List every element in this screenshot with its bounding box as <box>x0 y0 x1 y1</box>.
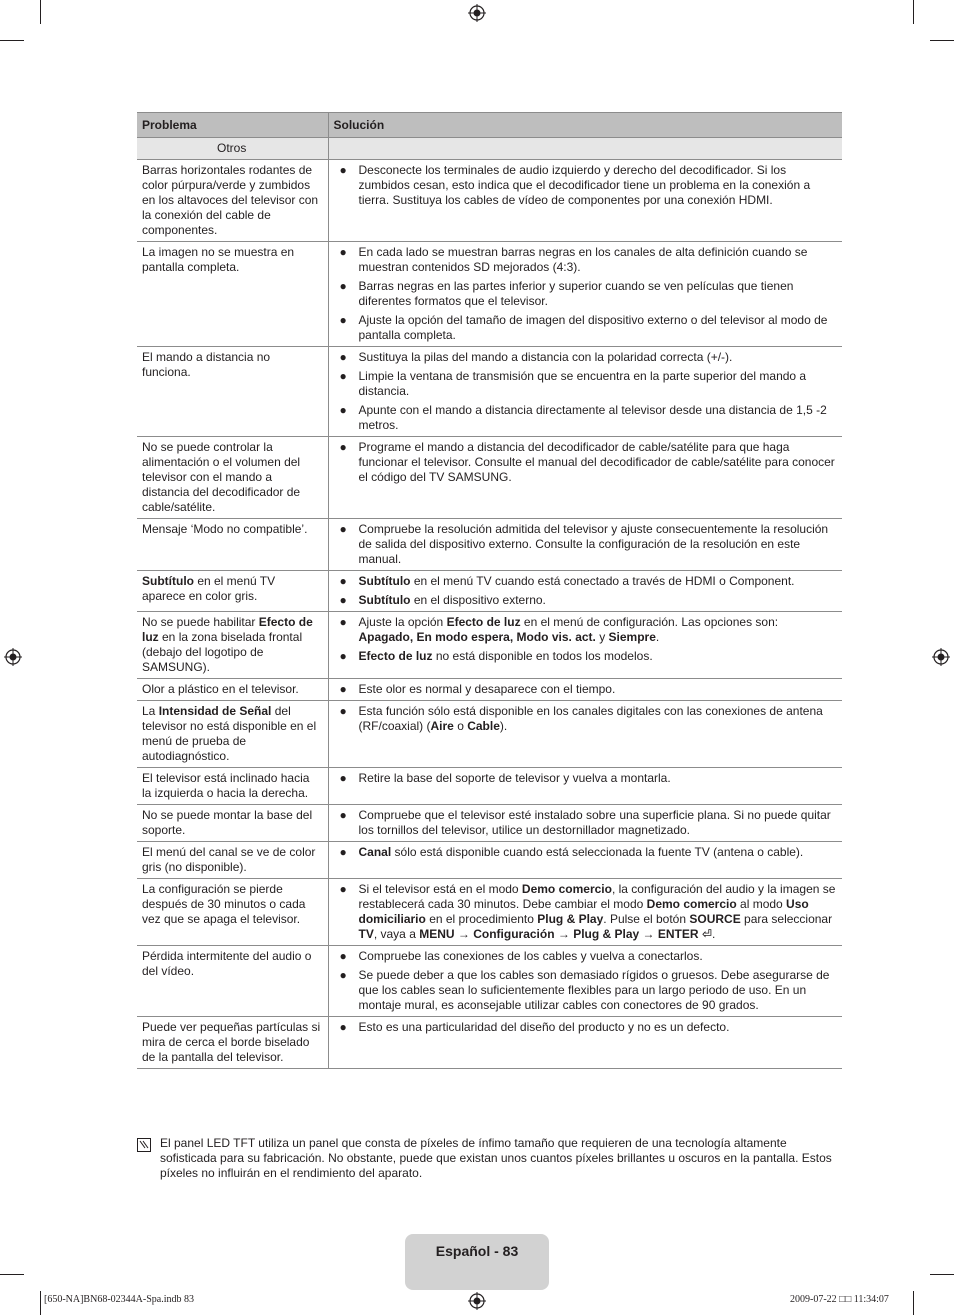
solution-list <box>334 682 837 697</box>
solution-item: ● Barras negras en las partes inferior y superior cuando se ven películas que tienen diferentes formatos que el televisor. <box>339 279 794 308</box>
table-row <box>137 946 842 1017</box>
solution-item: ● Ajuste la opción del tamaño de imagen del dispositivo externo o del televisor al modo de pantalla completa. <box>339 313 828 342</box>
solution-list <box>334 771 837 786</box>
problem-cell: Barras horizontales rodantes de color púrpura/verde y zumbidos en los altavoces del televisor con la conexión del cable de componentes. <box>137 160 328 242</box>
crop-mark <box>0 1274 24 1275</box>
problem-cell: Olor a plástico en el televisor. <box>137 679 328 701</box>
bullet-icon: ● <box>339 245 347 259</box>
solution-cell <box>328 946 842 1017</box>
problem-cell: La configuración se pierde después de 30 minutos o cada vez que se apaga el televisor. <box>137 879 328 946</box>
solution-list <box>334 882 837 942</box>
table-row <box>137 519 842 571</box>
solution-cell <box>328 612 842 679</box>
problem-cell: El menú del canal se ve de color gris (no disponible). <box>137 842 328 879</box>
header-problem: Problema <box>137 113 328 138</box>
solution-list <box>334 1020 837 1035</box>
problem-cell: Pérdida intermitente del audio o del vídeo. <box>137 946 328 1017</box>
solution-item: ● Limpie la ventana de transmisión que se encuentra en la parte superior del mando a distancia. <box>339 369 807 398</box>
solution-item: ● Sustituya la pilas del mando a distancia con la polaridad correcta (+/-). <box>339 350 733 364</box>
solution-list <box>334 522 837 567</box>
problem-cell: El televisor está inclinado hacia la izquierda o hacia la derecha. <box>137 768 328 805</box>
bullet-icon: ● <box>339 279 347 293</box>
solution-cell <box>328 805 842 842</box>
table-row <box>137 160 842 242</box>
table-row <box>137 571 842 612</box>
section-title: Otros <box>137 138 328 160</box>
crop-mark <box>930 40 954 41</box>
solution-item: ● Apunte con el mando a distancia directamente al televisor desde una distancia de 1,5 -2 metros. <box>339 403 827 432</box>
problem-cell: El mando a distancia no funciona. <box>137 347 328 437</box>
registration-mark-icon <box>932 648 950 666</box>
table-row <box>137 612 842 679</box>
bullet-icon: ● <box>339 808 347 822</box>
solution-list <box>334 845 837 860</box>
footer-timestamp: 2009-07-22 □□ 11:34:07 <box>790 1294 889 1305</box>
registration-mark-icon <box>468 1292 486 1310</box>
solution-item: ● Esto es una particularidad del diseño del producto y no es un defecto. <box>339 1020 730 1034</box>
solution-list <box>334 704 837 734</box>
solution-item: ● Desconecte los terminales de audio izquierdo y derecho del decodificador. Si los zumbidos cesan, esto indica que el decodificador tiene un problema en la conexión a tierra. Sustituya los cables de vídeo de componentes por una conexión HDMI. <box>339 163 811 207</box>
registration-mark-icon <box>468 4 486 22</box>
problem-cell: No se puede controlar la alimentación o el volumen del televisor con el mando a distancia del decodificador de cable/satélite. <box>137 437 328 519</box>
table-row <box>137 1017 842 1069</box>
section-row <box>137 138 842 160</box>
header-solution: Solución <box>328 113 842 138</box>
solution-item: ● Se puede deber a que los cables son demasiado rígidos o gruesos. Debe asegurarse de que los cables sean lo suficientemente flexibles para un largo periodo de uso. En un montaje mural, es aconsejable utilizar cables con conectores de 90 grados. <box>339 968 830 1012</box>
table-row <box>137 347 842 437</box>
bullet-icon: ● <box>339 593 347 607</box>
bullet-icon: ● <box>339 440 347 454</box>
crop-mark <box>0 40 24 41</box>
solution-list <box>334 808 837 838</box>
note-icon <box>137 1138 151 1152</box>
crop-mark <box>913 1291 914 1315</box>
table-row <box>137 879 842 946</box>
table-row <box>137 242 842 347</box>
bullet-icon: ● <box>339 350 347 364</box>
problem-cell: La imagen no se muestra en pantalla completa. <box>137 242 328 347</box>
bullet-icon: ● <box>339 522 347 536</box>
footer-file-info: [650-NA]BN68-02344A-Spa.indb 83 <box>44 1294 194 1305</box>
problem-cell: La Intensidad de Señal del televisor no está disponible en el menú de prueba de autodiagnóstico. <box>137 701 328 768</box>
solution-item: ● Compruebe la resolución admitida del televisor y ajuste consecuentemente la resolución de salida del dispositivo externo. Consulte la configuración de la resolución en este manual. <box>339 522 829 566</box>
table-row <box>137 805 842 842</box>
bullet-icon: ● <box>339 615 347 629</box>
solution-item: ● Si el televisor está en el modo Demo comercio, la configuración del audio y la imagen se restablecerá cada 30 minutos. Debe cambiar el modo Demo comercio al modo Uso domiciliario en el procedimiento Plug & Play. Pulse el botón SOURCE para seleccionar TV, vaya a MENU → Configuración → Plug & Play → ENTER ⏎. <box>339 882 836 941</box>
solution-item: ● Canal sólo está disponible cuando está seleccionada la fuente TV (antena o cable). <box>339 845 804 859</box>
solution-item: ● Programe el mando a distancia del decodificador de cable/satélite para que haga funcionar el televisor. Consulte el manual del decodificador de cable/satélite para conocer el código del TV SAMSUNG. <box>339 440 835 484</box>
bullet-icon: ● <box>339 163 347 177</box>
bullet-icon: ● <box>339 1020 347 1034</box>
problem-cell: No se puede habilitar Efecto de luz en la zona biselada frontal (debajo del logotipo de SAMSUNG). <box>137 612 328 679</box>
table-row <box>137 701 842 768</box>
solution-cell <box>328 879 842 946</box>
troubleshooting-table <box>137 112 842 1069</box>
solution-list <box>334 615 837 664</box>
bullet-icon: ● <box>339 649 347 663</box>
registration-mark-icon <box>4 648 22 666</box>
solution-list <box>334 245 837 343</box>
solution-cell <box>328 842 842 879</box>
note-text: El panel LED TFT utiliza un panel que consta de píxeles de ínfimo tamaño que requieren de una tecnología altamente sofisticada para su fabricación. No obstante, puede que existan unos cuantos píxeles brillantes u oscuros en la pantalla. Estos píxeles no influirán en el rendimiento del aparato. <box>160 1136 832 1180</box>
solution-cell <box>328 571 842 612</box>
crop-mark <box>40 0 41 24</box>
bullet-icon: ● <box>339 771 347 785</box>
solution-cell <box>328 242 842 347</box>
table-row <box>137 768 842 805</box>
problem-cell: Puede ver pequeñas partículas si mira de cerca el borde biselado de la pantalla del televisor. <box>137 1017 328 1069</box>
bullet-icon: ● <box>339 682 347 696</box>
crop-mark <box>930 1274 954 1275</box>
solution-item: ● Compruebe las conexiones de los cables y vuelva a conectarlos. <box>339 949 703 963</box>
solution-cell <box>328 519 842 571</box>
solution-cell <box>328 160 842 242</box>
note-block <box>137 1136 842 1181</box>
solution-cell <box>328 701 842 768</box>
table-row <box>137 842 842 879</box>
bullet-icon: ● <box>339 845 347 859</box>
crop-mark <box>913 0 914 24</box>
solution-cell <box>328 768 842 805</box>
solution-item: ● Efecto de luz no está disponible en todos los modelos. <box>339 649 653 663</box>
solution-cell <box>328 437 842 519</box>
bullet-icon: ● <box>339 369 347 383</box>
solution-cell <box>328 347 842 437</box>
bullet-icon: ● <box>339 704 347 718</box>
solution-item: ● Este olor es normal y desaparece con el tiempo. <box>339 682 616 696</box>
crop-mark <box>40 1291 41 1315</box>
problem-cell: Subtítulo en el menú TV aparece en color gris. <box>137 571 328 612</box>
section-empty-cell <box>328 138 842 160</box>
table-row <box>137 679 842 701</box>
table-row <box>137 437 842 519</box>
bullet-icon: ● <box>339 313 347 327</box>
bullet-icon: ● <box>339 949 347 963</box>
solution-item: ● Esta función sólo está disponible en los canales digitales con las conexiones de antena (RF/coaxial) (Aire o Cable). <box>339 704 823 733</box>
page-number-tab <box>405 1234 549 1290</box>
solution-item: ● En cada lado se muestran barras negras en los canales de alta definición cuando se muestran contenidos SD mejorados (4:3). <box>339 245 808 274</box>
solution-item: ● Compruebe que el televisor esté instalado sobre una superficie plana. Si no puede quitar los tornillos del televisor, utilice un destornillador magnetizado. <box>339 808 831 837</box>
solution-cell <box>328 1017 842 1069</box>
solution-item: ● Subtítulo en el dispositivo externo. <box>339 593 546 607</box>
bullet-icon: ● <box>339 968 347 982</box>
solution-list <box>334 949 837 1013</box>
solution-list <box>334 350 837 433</box>
solution-list <box>334 163 837 208</box>
bullet-icon: ● <box>339 574 347 588</box>
bullet-icon: ● <box>339 403 347 417</box>
page-number: Español - 83 <box>435 1243 519 1259</box>
solution-list <box>334 440 837 485</box>
problem-cell: No se puede montar la base del soporte. <box>137 805 328 842</box>
solution-item: ● Retire la base del soporte de televisor y vuelva a montarla. <box>339 771 671 785</box>
bullet-icon: ● <box>339 882 347 896</box>
problem-cell: Mensaje ‘Modo no compatible’. <box>137 519 328 571</box>
solution-list <box>334 574 837 608</box>
solution-item: ● Ajuste la opción Efecto de luz en el menú de configuración. Las opciones son: Apagado, En modo espera, Modo vis. act. y Siempre. <box>339 615 779 644</box>
table-header-row <box>137 113 842 138</box>
solution-cell <box>328 679 842 701</box>
solution-item: ● Subtítulo en el menú TV cuando está conectado a través de HDMI o Component. <box>339 574 795 588</box>
